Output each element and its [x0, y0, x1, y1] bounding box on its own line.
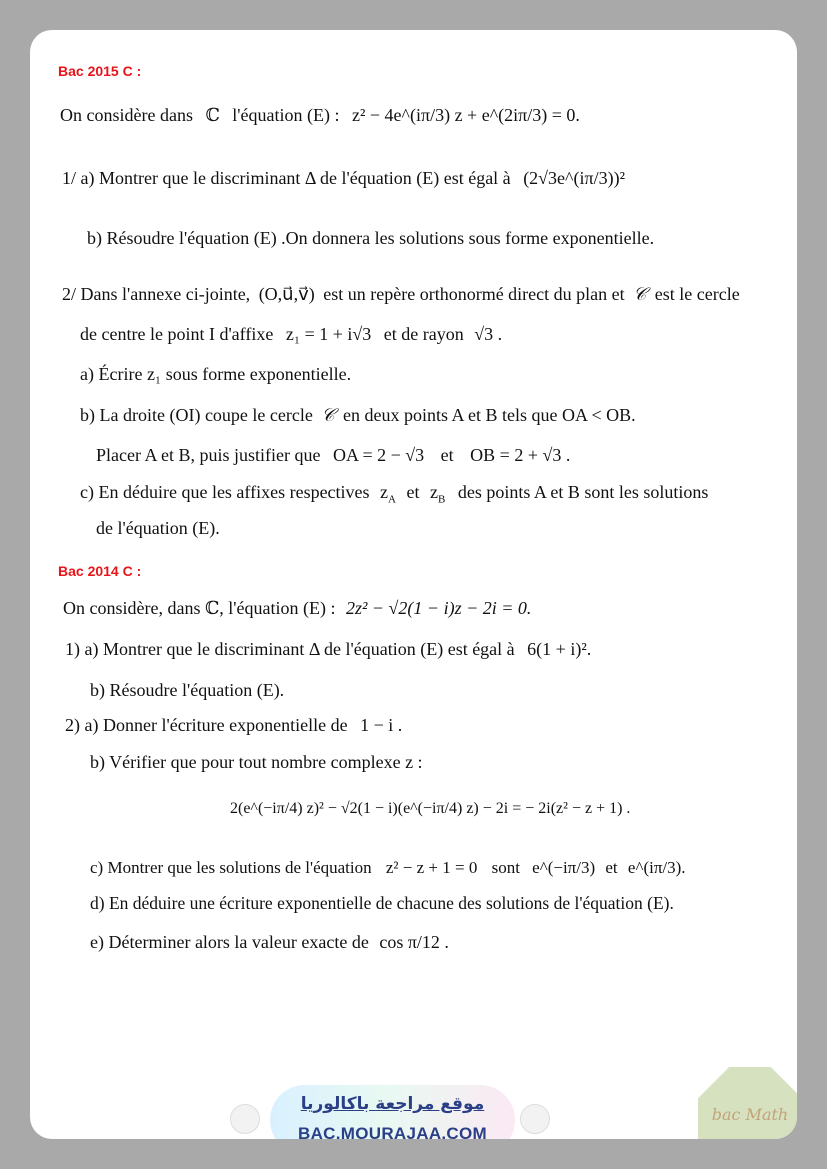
q2e-2014-text: e) Déterminer alors la valeur exacte de	[90, 932, 369, 952]
q2c-2015-et: et	[406, 482, 420, 502]
q2c-2015-line2: de l'équation (E).	[96, 518, 220, 538]
q2b-2015-ob: OB = 2 + √3 .	[470, 445, 571, 465]
q2b-2015-oa: OA = 2 − √3	[332, 445, 425, 465]
q1a-2014-text: 1) a) Montrer que le discriminant Δ de l'équation (E) est égal à	[65, 639, 515, 659]
q1a-2014-value: 6(1 + i)².	[527, 639, 592, 659]
q2c-2015-line1	[80, 482, 708, 506]
q2-2015-line1-post: est un repère orthonormé direct du plan et	[323, 284, 625, 304]
q2b-2014: b) Vérifier que pour tout nombre complexe z :	[90, 752, 423, 772]
q2-2015-line1-end: est le cercle	[654, 284, 740, 304]
q2b-2015-line2-pre: Placer A et B, puis justifier que	[96, 445, 321, 465]
intro-2015-middle: l'équation (E) :	[232, 105, 340, 125]
q2c-2015-za: z	[380, 482, 389, 502]
q2c-2014-et: et	[605, 858, 618, 877]
intro-2015-set: ℂ	[205, 105, 220, 125]
q2b-2015-line1-pre: b) La droite (OI) coupe le cercle	[80, 405, 313, 425]
q2-2015-z1: z₁ = 1 + i√3	[285, 324, 372, 344]
identity-2014: 2(e^(−iπ/4) z)² − √2(1 − i)(e^(−iπ/4) z) − 2i = − 2i(z² − z + 1) .	[230, 800, 631, 817]
intro-2015-equation: z² − 4e^(iπ/3) z + e^(2iπ/3) = 0.	[352, 105, 580, 125]
q2c-2015-line1-pre: c) En déduire que les affixes respectives	[80, 482, 370, 502]
q2-2015-circle-symbol: 𝒞	[633, 284, 647, 304]
q1a-2015	[62, 168, 625, 189]
q2-2015-line1-pre: 2/ Dans l'annexe ci-jointe,	[62, 284, 251, 304]
q2d-2014: d) En déduire une écriture exponentielle de chacune des solutions de l'équation (E).	[90, 893, 674, 913]
q1a-2014	[65, 639, 591, 660]
intro-2014-prefix: On considère, dans ℂ, l'équation (E) :	[63, 598, 336, 618]
q2c-2014-sont: sont	[491, 858, 520, 877]
q2-2015-line2	[80, 324, 502, 345]
q2a-2014-value: 1 − i .	[360, 715, 403, 735]
q1a-2015-value: (2√3e^(iπ/3))²	[523, 168, 625, 188]
footer-site-link[interactable]: BAC.MOURAJAA.COM	[298, 1124, 487, 1139]
q2c-2014-text: c) Montrer que les solutions de l'équation	[90, 858, 372, 877]
q2c-2015-zb: z	[430, 482, 438, 502]
q2b-2015-line1	[80, 405, 636, 426]
q2b-2015-et: et	[440, 445, 454, 465]
q1b-2015: b) Résoudre l'équation (E) .On donnera les solutions sous forme exponentielle.	[87, 228, 655, 248]
q2a-2014	[65, 715, 402, 736]
q2c-2014	[90, 858, 686, 878]
left-logo-icon	[230, 1104, 260, 1134]
q2-2015-line2-mid: et de rayon	[383, 324, 464, 344]
q2c-2014-eq: z² − z + 1 = 0	[385, 858, 478, 877]
q2c-2014-sol1: e^(−iπ/3)	[532, 858, 596, 877]
document-page	[30, 30, 797, 1139]
intro-2014-equation: 2z² − √2(1 − i)z − 2i = 0.	[346, 598, 532, 618]
intro-2015	[60, 105, 580, 126]
section-header-2015: Bac 2015 C :	[58, 63, 142, 79]
q2e-2014	[90, 932, 449, 953]
q2-2015-radius: √3 .	[474, 324, 503, 344]
q2a-2015: a) Écrire z₁ sous forme exponentielle.	[80, 364, 352, 384]
q2-2015-line1	[62, 284, 740, 305]
q2c-2015-line1-post: des points A et B sont les solutions	[457, 482, 709, 502]
q2c-2014-sol2: e^(iπ/3).	[627, 858, 686, 877]
q2c-2015-zb-sub: B	[438, 493, 446, 506]
q2c-2015-za-sub: A	[388, 493, 396, 506]
q2-2015-frame: (O,u⃗,v⃗)	[258, 284, 315, 304]
right-logo-icon	[520, 1104, 550, 1134]
q2b-2015-circle-symbol: 𝒞	[321, 405, 335, 425]
footer-arabic-title[interactable]: موقع مراجعة باكالوريا	[300, 1094, 485, 1114]
q2b-2015-line1-post: en deux points A et B tels que OA < OB.	[343, 405, 636, 425]
bac-math-badge-text: bac Math	[711, 1105, 789, 1124]
q2a-2014-text: 2) a) Donner l'écriture exponentielle de	[65, 715, 348, 735]
bac-math-badge	[698, 1067, 797, 1139]
q2b-2015-line2	[96, 445, 570, 466]
intro-2015-prefix: On considère dans	[60, 105, 193, 125]
section-header-2014: Bac 2014 C :	[58, 563, 142, 579]
intro-2014	[63, 598, 531, 619]
q2e-2014-value: cos π/12 .	[379, 932, 449, 952]
q1a-2015-text: 1/ a) Montrer que le discriminant Δ de l'équation (E) est égal à	[62, 168, 511, 188]
q2-2015-line2-pre: de centre le point I d'affixe	[80, 324, 274, 344]
q1b-2014: b) Résoudre l'équation (E).	[90, 680, 285, 700]
